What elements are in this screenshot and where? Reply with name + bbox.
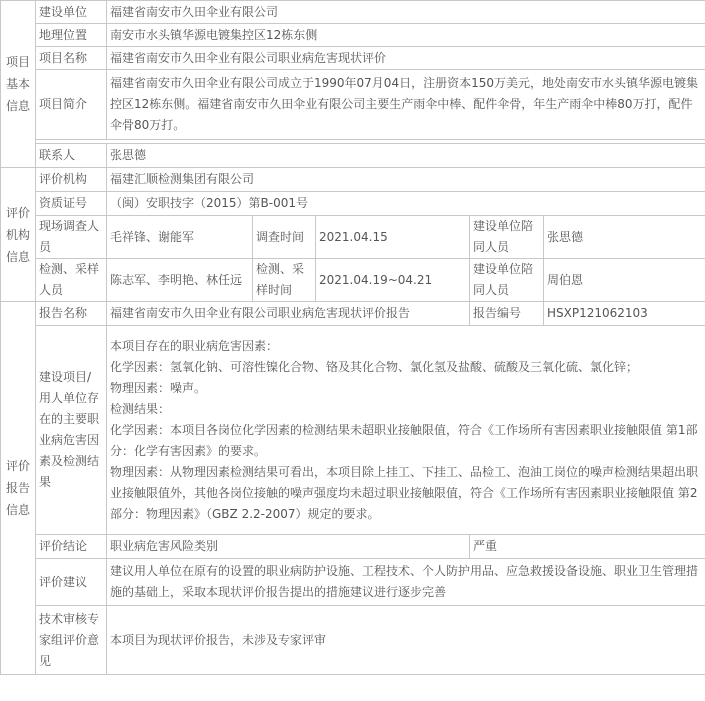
expert-label: 技术审核专家组评价意见 <box>36 606 107 675</box>
hazards-label: 建设项目/用人单位存在的主要职业病危害因素及检测结果 <box>36 326 107 535</box>
row-cert <box>1 192 705 216</box>
project-intro-value: 福建省南安市久田伞业有限公司成立于1990年07月04日，注册资本150万美元，地处南安市水头镇华源电镀集控区12栋东侧。福建省南安市久田伞业有限公司主要生产雨伞中棒、配件伞骨，年生产雨伞中棒80万打，配件伞骨80万打。 <box>107 70 705 140</box>
sampling-staff-value: 陈志军、李明艳、林任远 <box>107 259 253 302</box>
cert-value: （闽）安职技字（2015）第B-001号 <box>107 192 705 216</box>
cert-label: 资质证号 <box>36 192 107 216</box>
report-name-label: 报告名称 <box>36 302 107 326</box>
report-name-value: 福建省南安市久田伞业有限公司职业病危害现状评价报告 <box>107 302 470 326</box>
row-advice <box>1 559 705 606</box>
row-location <box>1 24 705 47</box>
survey-escort-label: 建设单位陪同人员 <box>470 216 544 259</box>
survey-escort-value: 张思德 <box>544 216 705 259</box>
project-name-value: 福建省南安市久田伞业有限公司职业病危害现状评价 <box>107 47 705 70</box>
advice-value: 建议用人单位在原有的设置的职业病防护设施、工程技术、个人防护用品、应急救援设备设施、职业卫生管理措施的基础上，采取本现状评价报告提出的措施建议进行逐步完善 <box>107 559 705 606</box>
row-sampling <box>1 259 705 302</box>
sampling-staff-label: 检测、采样人员 <box>36 259 107 302</box>
section-report: 评价报告信息 <box>1 302 36 675</box>
row-contact <box>1 144 705 168</box>
report-number-label: 报告编号 <box>470 302 544 326</box>
section-agency: 评价机构信息 <box>1 168 36 302</box>
builder-label: 建设单位 <box>36 1 107 24</box>
report-number-value: HSXP121062103 <box>544 302 705 326</box>
agency-label: 评价机构 <box>36 168 107 192</box>
survey-staff-value: 毛祥锋、谢能军 <box>107 216 253 259</box>
risk-category-label: 职业病危害风险类别 <box>107 535 470 559</box>
location-label: 地理位置 <box>36 24 107 47</box>
hazards-line: 本项目存在的职业病危害因素： <box>110 338 279 353</box>
contact-value: 张思德 <box>107 144 705 168</box>
row-builder <box>1 1 705 24</box>
row-report-name <box>1 302 705 326</box>
row-project-intro <box>1 70 705 140</box>
row-survey <box>1 216 705 259</box>
hazards-line: 物理因素：噪声。 <box>110 380 207 395</box>
survey-time-value: 2021.04.15 <box>316 216 470 259</box>
expert-value: 本项目为现状评价报告，未涉及专家评审 <box>107 606 705 675</box>
survey-time-label: 调查时间 <box>253 216 316 259</box>
advice-label: 评价建议 <box>36 559 107 606</box>
sampling-time-label: 检测、采样时间 <box>253 259 316 302</box>
row-project-name <box>1 47 705 70</box>
survey-staff-label: 现场调查人员 <box>36 216 107 259</box>
row-agency <box>1 168 705 192</box>
hazards-line: 物理因素：从物理因素检测结果可看出，本项目除上挂工、下挂工、品检工、泡油工岗位的噪声检测结果超出职业接触限值外，其他各岗位接触的噪声强度均未超过职业接触限值，符合《工作场所有害因素职业接触限值 第2部分：物理因素》（GBZ 2.2-2007）规定的要求。 <box>110 464 699 521</box>
builder-value: 福建省南安市久田伞业有限公司 <box>107 1 705 24</box>
hazards-value <box>107 326 705 535</box>
contact-label: 联系人 <box>36 144 107 168</box>
row-conclusion <box>1 535 705 559</box>
row-hazards <box>1 326 705 535</box>
location-value: 南安市水头镇华源电镀集控区12栋东侧 <box>107 24 705 47</box>
sampling-escort-value: 周伯恩 <box>544 259 705 302</box>
sampling-escort-label: 建设单位陪同人员 <box>470 259 544 302</box>
conclusion-label: 评价结论 <box>36 535 107 559</box>
risk-category-value: 严重 <box>470 535 705 559</box>
hazards-line: 检测结果： <box>110 401 171 416</box>
hazards-line: 化学因素：本项目各岗位化学因素的检测结果未超职业接触限值，符合《工作场所有害因素职业接触限值 第1部分：化学有害因素》的要求。 <box>110 422 698 458</box>
row-expert <box>1 606 705 675</box>
sampling-time-value: 2021.04.19~04.21 <box>316 259 470 302</box>
agency-value: 福建汇顺检测集团有限公司 <box>107 168 705 192</box>
hazards-line: 化学因素：氢氧化钠、可溶性镍化合物、铬及其化合物、氯化氢及盐酸、硫酸及三氧化硫、氯化锌； <box>110 359 639 374</box>
project-name-label: 项目名称 <box>36 47 107 70</box>
project-intro-label: 项目简介 <box>36 70 107 140</box>
section-project: 项目基本信息 <box>1 1 36 168</box>
